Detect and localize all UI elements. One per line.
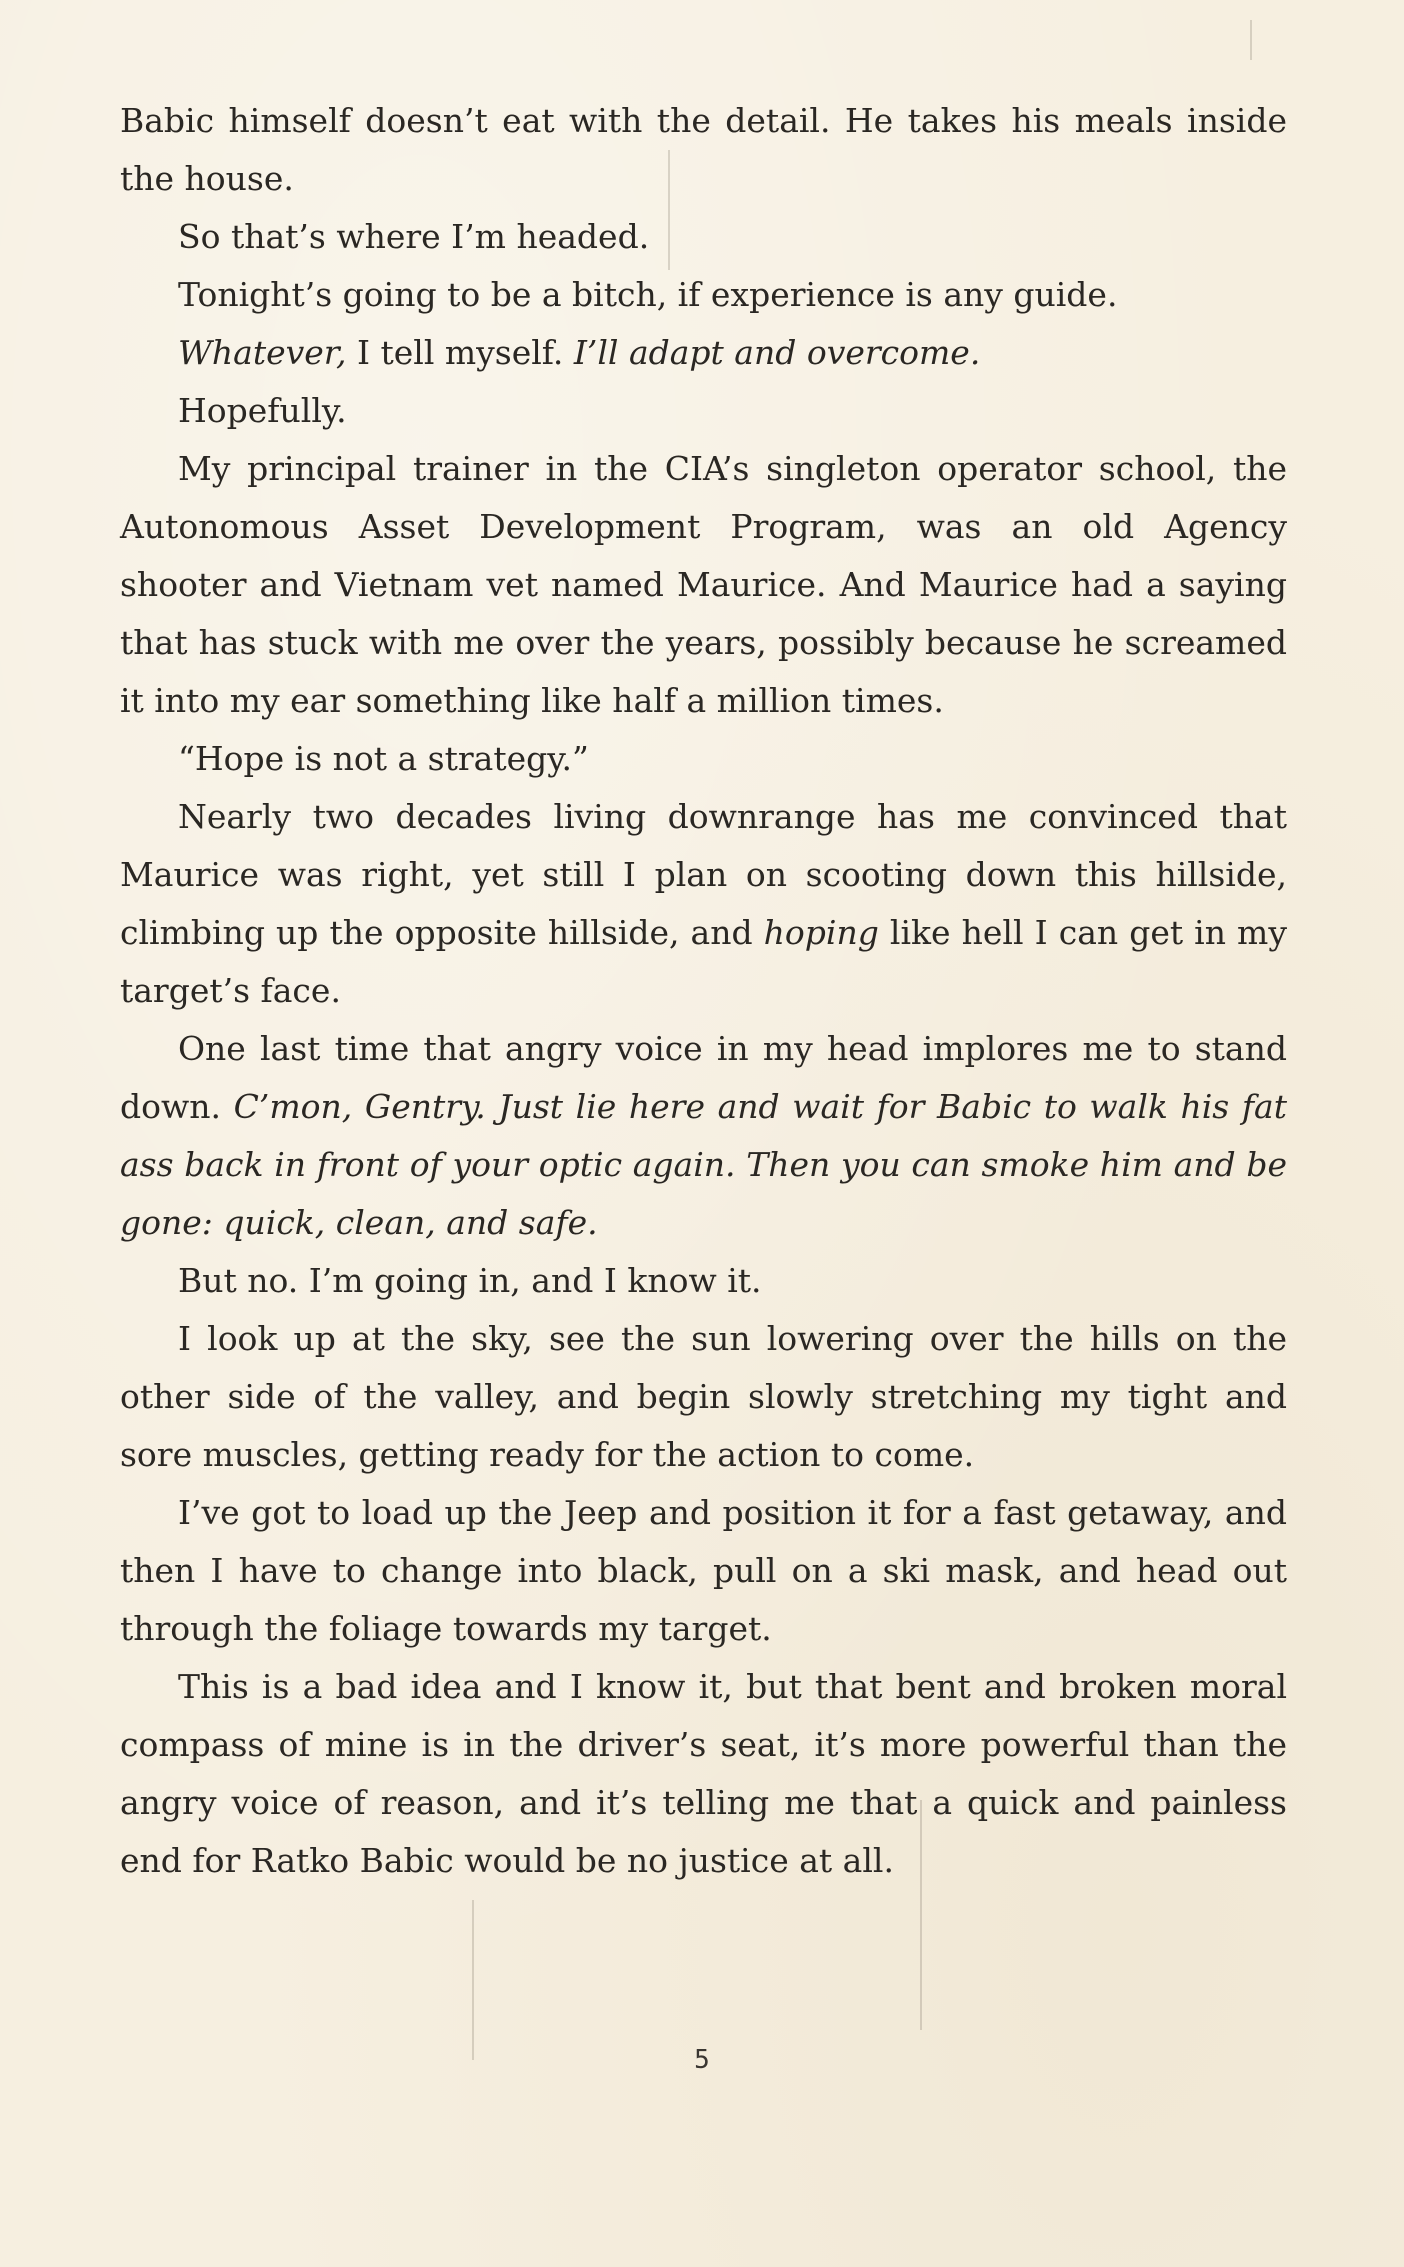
text-run: One last time that angry voice in my head implores me to stand down. [120,1029,1287,1126]
text-run: But no. I’m going in, and I know it. [178,1261,762,1300]
text-run: Tonight’s going to be a bitch, if experience is any guide. [178,275,1118,314]
paragraph [120,1252,1287,1310]
paragraph [120,1484,1287,1658]
paragraph [120,266,1287,324]
paragraph [120,208,1287,266]
italic-text: Whatever, [178,333,347,372]
paragraph [120,788,1287,1020]
text-run: My principal trainer in the CIA’s singleton operator school, the Autonomous Asset Development Program, was an old Agency shooter and Vietnam vet named Maurice. And Maurice had a saying that has stuck with me over the years, possibly because he screamed it into my ear something like half a million times. [120,449,1287,720]
text-run: “Hope is not a strategy.” [178,739,589,778]
paragraph [120,92,1287,208]
italic-text: C’mon, Gentry. Just lie here and wait for Babic to walk his fat ass back in front of your optic again. Then you can smoke him and be gone: quick, clean, and safe. [120,1087,1287,1242]
paragraph [120,324,1287,382]
paragraph [120,1310,1287,1484]
paragraph [120,440,1287,730]
paragraph [120,730,1287,788]
text-run: So that’s where I’m headed. [178,217,650,256]
paper-mark [472,1900,474,2060]
text-run: Nearly two decades living downrange has me convinced that Maurice was right, yet still I plan on scooting down this hillside, climbing up the opposite hillside, and [120,797,1287,952]
text-run: Babic himself doesn’t eat with the detail. He takes his meals inside the house. [120,101,1287,198]
italic-text: hoping [763,913,879,952]
paragraph [120,382,1287,440]
text-run: I look up at the sky, see the sun lowering over the hills on the other side of the valley, and begin slowly stretching my tight and sore muscles, getting ready for the action to come. [120,1319,1287,1474]
text-run: I’ve got to load up the Jeep and position it for a fast getaway, and then I have to change into black, pull on a ski mask, and head out through the foliage towards my target. [120,1493,1287,1648]
italic-text: I’ll adapt and overcome. [573,333,981,372]
paragraph [120,1020,1287,1252]
paragraph [120,1658,1287,1890]
body-text [120,92,1287,1890]
page-number: 5 [694,2045,710,2075]
paper-mark [1250,20,1252,60]
text-run: Hopefully. [178,391,347,430]
text-run: I tell myself. [346,333,574,372]
text-run: like hell I can get in my target’s face. [120,913,1287,1010]
text-run: This is a bad idea and I know it, but that bent and broken moral compass of mine is in the driver’s seat, it’s more powerful than the angry voice of reason, and it’s telling me that a quick and painless end for Ratko Babic would be no justice at all. [120,1667,1287,1880]
